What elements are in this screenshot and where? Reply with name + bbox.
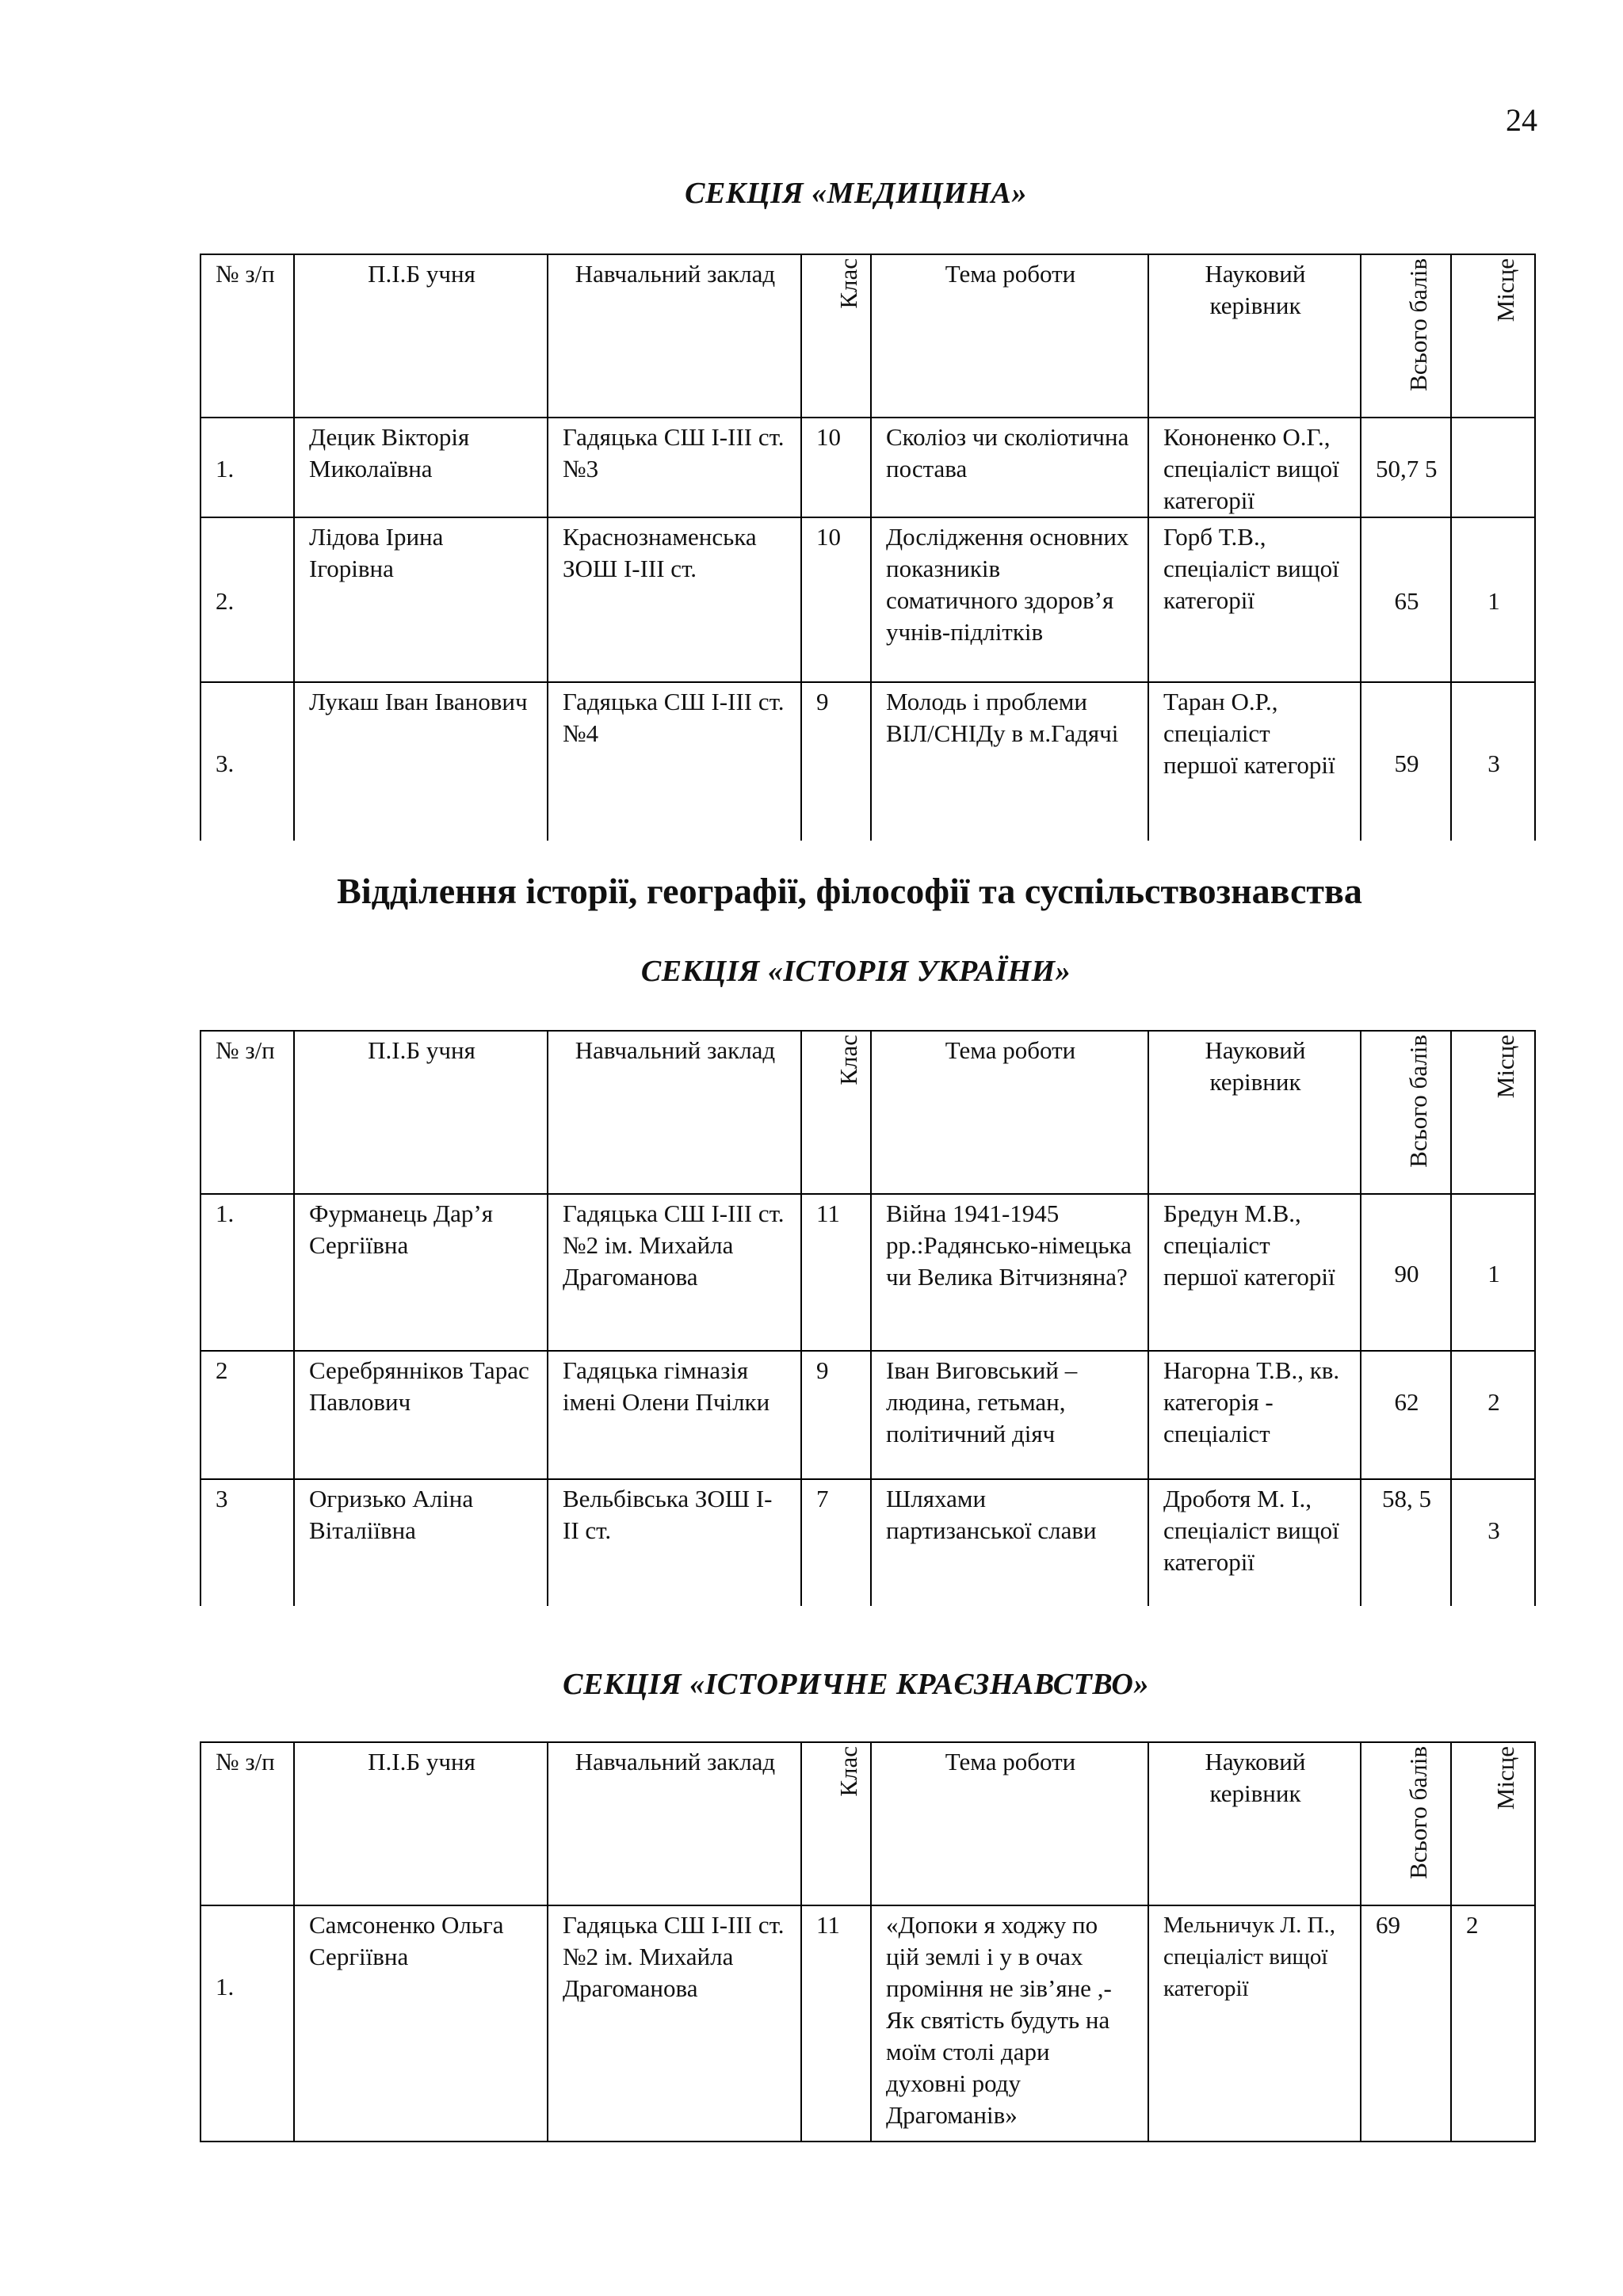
cell-supervisor: Кононенко О.Г., спеціаліст вищої категорії (1148, 418, 1361, 517)
cell-num: 1. (200, 1905, 294, 2142)
section-title-local-history: СЕКЦІЯ «ІСТОРИЧНЕ КРАЄЗНАВСТВО» (563, 1668, 1149, 1701)
cell-num: 2. (200, 517, 294, 682)
cell-grade: 11 (801, 1194, 871, 1351)
table-row (200, 517, 1535, 682)
cell-total: 50,7 5 (1361, 418, 1451, 517)
cell-topic: Дослідження основних показників соматичного здоров’я учнів-підлітків (871, 517, 1148, 682)
cell-num: 2 (200, 1351, 294, 1479)
cell-name: Децик Вікторія Миколаївна (294, 418, 548, 517)
cell-name: Самсоненко Ольга Сергіївна (294, 1905, 548, 2142)
cell-total: 65 (1361, 517, 1451, 682)
cell-num: 3. (200, 682, 294, 841)
cell-supervisor: Дроботя М. І., спеціаліст вищої категорії (1148, 1479, 1361, 1606)
cell-place (1451, 418, 1535, 517)
cell-name: Фурманець Дар’я Сергіївна (294, 1194, 548, 1351)
cell-name: Огризько Аліна Віталіївна (294, 1479, 548, 1606)
header-name: П.І.Б учня (294, 254, 548, 418)
header-topic: Тема роботи (871, 254, 1148, 418)
header-total: Всього балів (1361, 1742, 1451, 1905)
header-name: П.І.Б учня (294, 1742, 548, 1905)
cell-grade: 10 (801, 517, 871, 682)
header-topic: Тема роботи (871, 1742, 1148, 1905)
section-title-medicine: СЕКЦІЯ «МЕДИЦИНА» (685, 177, 1027, 210)
header-num: № з/п (200, 254, 294, 418)
cell-grade: 11 (801, 1905, 871, 2142)
cell-topic: Іван Виговський – людина, гетьман, політичний діяч (871, 1351, 1148, 1479)
cell-place: 2 (1451, 1905, 1535, 2142)
cell-topic: Молодь і проблеми ВІЛ/СНІДу в м.Гадячі (871, 682, 1148, 841)
cell-place: 3 (1451, 1479, 1535, 1606)
cell-supervisor: Бредун М.В., спеціаліст першої категорії (1148, 1194, 1361, 1351)
table-medicine (200, 254, 1536, 841)
cell-school: Краснознаменська ЗОШ І-ІІІ ст. (548, 517, 801, 682)
cell-total: 69 (1361, 1905, 1451, 2142)
cell-num: 1. (200, 1194, 294, 1351)
header-supervisor: Науковий керівник (1148, 254, 1361, 418)
cell-grade: 9 (801, 682, 871, 841)
table-row (200, 418, 1535, 517)
cell-total: 90 (1361, 1194, 1451, 1351)
table-row (200, 682, 1535, 841)
cell-grade: 10 (801, 418, 871, 517)
cell-school: Гадяцька гімназія імені Олени Пчілки (548, 1351, 801, 1479)
table-row (200, 1194, 1535, 1351)
table-row (200, 1351, 1535, 1479)
cell-grade: 7 (801, 1479, 871, 1606)
section-title-history: СЕКЦІЯ «ІСТОРІЯ УКРАЇНИ» (640, 955, 1071, 988)
cell-total: 58, 5 (1361, 1479, 1451, 1606)
header-total: Всього балів (1361, 1031, 1451, 1194)
cell-place: 1 (1451, 517, 1535, 682)
header-num: № з/п (200, 1742, 294, 1905)
cell-topic: Шляхами партизанської слави (871, 1479, 1148, 1606)
cell-school: Гадяцька СШ І-ІІІ ст. №2 ім. Михайла Драгоманова (548, 1194, 801, 1351)
page-number: 24 (1506, 102, 1537, 138)
header-name: П.І.Б учня (294, 1031, 548, 1194)
header-num: № з/п (200, 1031, 294, 1194)
header-place: Місце (1451, 1742, 1535, 1905)
table-row (200, 1479, 1535, 1606)
cell-name: Серебрянніков Тарас Павлович (294, 1351, 548, 1479)
cell-supervisor: Мельничук Л. П., спеціаліст вищої категорії (1148, 1905, 1361, 2142)
cell-supervisor: Нагорна Т.В., кв. категорія - спеціаліст (1148, 1351, 1361, 1479)
cell-school: Гадяцька СШ І-ІІІ ст. №4 (548, 682, 801, 841)
table-header-row (200, 1031, 1535, 1194)
header-supervisor: Науковий керівник (1148, 1031, 1361, 1194)
header-place: Місце (1451, 1031, 1535, 1194)
header-school: Навчальний заклад (548, 254, 801, 418)
cell-place: 3 (1451, 682, 1535, 841)
cell-grade: 9 (801, 1351, 871, 1479)
cell-topic: «Допоки я ходжу по цій землі і у в очах проміння не зів’яне ,- Як святість будуть на моїм столі дари духовні роду Драгоманів» (871, 1905, 1148, 2142)
header-grade: Клас (801, 1742, 871, 1905)
cell-total: 62 (1361, 1351, 1451, 1479)
header-topic: Тема роботи (871, 1031, 1148, 1194)
header-total: Всього балів (1361, 254, 1451, 418)
cell-supervisor: Таран О.Р., спеціаліст першої категорії (1148, 682, 1361, 841)
department-title: Відділення історії, географії, філософії та суспільствознавства (337, 871, 1362, 911)
header-grade: Клас (801, 1031, 871, 1194)
cell-num: 3 (200, 1479, 294, 1606)
header-grade: Клас (801, 254, 871, 418)
cell-place: 1 (1451, 1194, 1535, 1351)
header-school: Навчальний заклад (548, 1031, 801, 1194)
cell-school: Гадяцька СШ І-ІІІ ст. №2 ім. Михайла Драгоманова (548, 1905, 801, 2142)
cell-school: Гадяцька СШ І-ІІІ ст. №3 (548, 418, 801, 517)
table-row (200, 1905, 1535, 2142)
cell-topic: Сколіоз чи сколіотична постава (871, 418, 1148, 517)
table-header-row (200, 1742, 1535, 1905)
header-place: Місце (1451, 254, 1535, 418)
cell-topic: Війна 1941-1945 рр.:Радянсько-німецька чи Велика Вітчизняна? (871, 1194, 1148, 1351)
cell-total: 59 (1361, 682, 1451, 841)
table-local-history (200, 1741, 1536, 2142)
cell-school: Вельбівська ЗОШ І-ІІ ст. (548, 1479, 801, 1606)
header-supervisor: Науковий керівник (1148, 1742, 1361, 1905)
header-school: Навчальний заклад (548, 1742, 801, 1905)
cell-name: Лукаш Іван Іванович (294, 682, 548, 841)
table-header-row (200, 254, 1535, 418)
cell-supervisor: Горб Т.В., спеціаліст вищої категорії (1148, 517, 1361, 682)
table-history (200, 1030, 1536, 1606)
cell-num: 1. (200, 418, 294, 517)
cell-name: Лідова Ірина Ігорівна (294, 517, 548, 682)
cell-place: 2 (1451, 1351, 1535, 1479)
